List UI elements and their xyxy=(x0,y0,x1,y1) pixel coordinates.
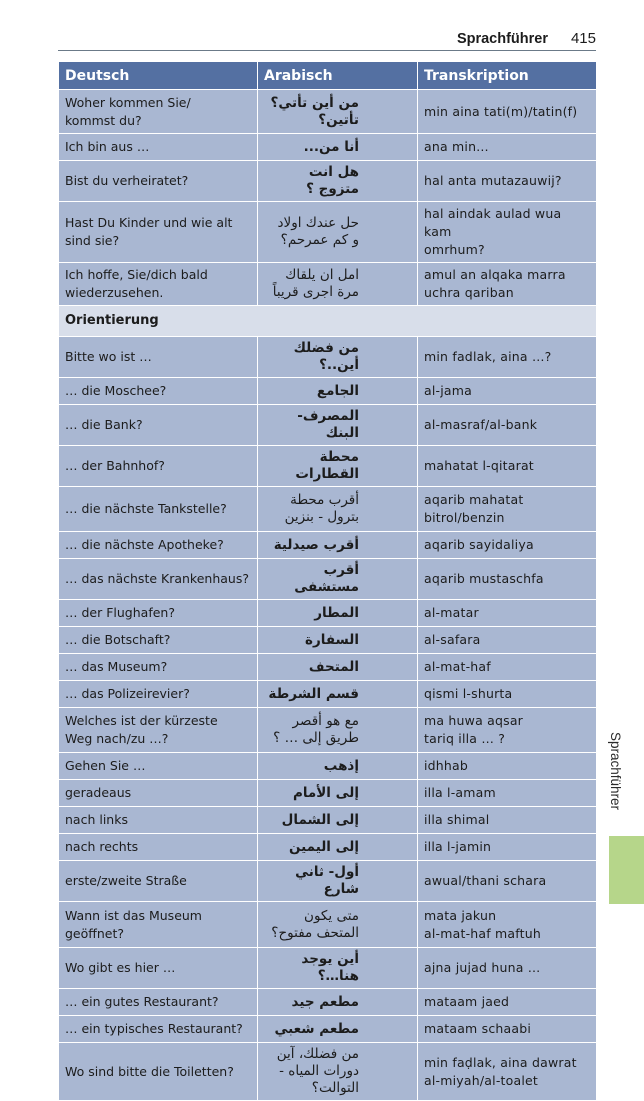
transcription: al-jama xyxy=(418,378,597,405)
table-row xyxy=(59,627,597,654)
transcription: mata jakun al-mat-haf maftuh xyxy=(418,902,597,948)
table-row xyxy=(59,708,597,753)
arabic-phrase: أقرب مستشفى xyxy=(258,559,418,600)
german-phrase: nach rechts xyxy=(59,834,258,861)
transcription: al-masraf/al-bank xyxy=(418,405,597,446)
german-phrase: … das nächste Krankenhaus? xyxy=(59,559,258,600)
arabic-phrase: قسم الشرطة xyxy=(258,681,418,708)
transcription: idhhab xyxy=(418,753,597,780)
table-row xyxy=(59,902,597,948)
arabic-phrase: الجامع xyxy=(258,378,418,405)
german-phrase: Hast Du Kinder und wie alt sind sie? xyxy=(59,202,258,263)
section-row xyxy=(59,306,597,337)
german-phrase: Bist du verheiratet? xyxy=(59,161,258,202)
arabic-phrase: مطعم جيد xyxy=(258,989,418,1016)
table-row xyxy=(59,753,597,780)
arabic-phrase: المصرف- البنك xyxy=(258,405,418,446)
arabic-phrase: إلى اليمين xyxy=(258,834,418,861)
section-heading: Orientierung xyxy=(59,306,597,337)
table-row xyxy=(59,161,597,202)
transcription: mahatat l-qitarat xyxy=(418,446,597,487)
arabic-phrase: إلى الأمام xyxy=(258,780,418,807)
arabic-phrase: أقرب صيدلية xyxy=(258,532,418,559)
transcription: illa l-amam xyxy=(418,780,597,807)
german-phrase: Woher kommen Sie/ kommst du? xyxy=(59,90,258,134)
table-row xyxy=(59,681,597,708)
transcription: min faḍlak, aina dawrat al-miyah/al-toalet xyxy=(418,1043,597,1101)
transcription: amul an alqaka marra uchra qariban xyxy=(418,263,597,306)
german-phrase: … die Botschaft? xyxy=(59,627,258,654)
arabic-phrase: مع هو أقصر طريق إلى … ؟ xyxy=(258,708,418,753)
german-phrase: … die nächste Tankstelle? xyxy=(59,487,258,532)
phrase-table xyxy=(58,61,597,1101)
table-row xyxy=(59,1043,597,1101)
table-row xyxy=(59,90,597,134)
arabic-phrase: أول- ثاني شارع xyxy=(258,861,418,902)
arabic-phrase: من فضلك أين..؟ xyxy=(258,337,418,378)
arabic-phrase: امل ان يلقاك مرة اجرى قريباً xyxy=(258,263,418,306)
arabic-phrase: متى يكون المتحف مفتوح؟ xyxy=(258,902,418,948)
side-tab-label: Sprachführer xyxy=(608,732,623,811)
arabic-phrase: أين يوجد هنا…؟ xyxy=(258,948,418,989)
transcription: ma huwa aqsar tariq illa … ? xyxy=(418,708,597,753)
table-row xyxy=(59,202,597,263)
arabic-phrase: السفارة xyxy=(258,627,418,654)
arabic-phrase: من فضلك، آين دورات المياه - التوالت؟ xyxy=(258,1043,418,1101)
german-phrase: nach links xyxy=(59,807,258,834)
arabic-phrase: إلى الشمال xyxy=(258,807,418,834)
arabic-phrase: أنا من... xyxy=(258,134,418,161)
german-phrase: … ein typisches Restaurant? xyxy=(59,1016,258,1043)
arabic-phrase: أقرب محطة بترول - بنزين xyxy=(258,487,418,532)
german-phrase: … das Museum? xyxy=(59,654,258,681)
arabic-phrase: المطار xyxy=(258,600,418,627)
arabic-phrase: محطة القطارات xyxy=(258,446,418,487)
german-phrase: Ich bin aus … xyxy=(59,134,258,161)
arabic-phrase: المتحف xyxy=(258,654,418,681)
german-phrase: Welches ist der kürzeste Weg nach/zu …? xyxy=(59,708,258,753)
arabic-phrase: مطعم شعبي xyxy=(258,1016,418,1043)
table-row xyxy=(59,948,597,989)
table-row xyxy=(59,780,597,807)
german-phrase: geradeaus xyxy=(59,780,258,807)
transcription: ajna jujad huna … xyxy=(418,948,597,989)
table-row xyxy=(59,134,597,161)
transcription: min aina tati(m)/tatin(f) xyxy=(418,90,597,134)
table-row xyxy=(59,834,597,861)
transcription: aqarib sayidaliya xyxy=(418,532,597,559)
german-phrase: Gehen Sie … xyxy=(59,753,258,780)
arabic-phrase: هل انت متزوج ؟ xyxy=(258,161,418,202)
page-header xyxy=(58,30,596,51)
transcription: min fadlak, aina …? xyxy=(418,337,597,378)
table-row xyxy=(59,263,597,306)
table-row xyxy=(59,807,597,834)
transcription: mataam jaed xyxy=(418,989,597,1016)
transcription: hal anta mutazauwij? xyxy=(418,161,597,202)
side-tab-marker xyxy=(609,836,644,904)
arabic-phrase: إذهب xyxy=(258,753,418,780)
transcription: qismi l-shurta xyxy=(418,681,597,708)
arabic-phrase: حل عندك اولاد و كم عمرحم؟ xyxy=(258,202,418,263)
german-phrase: … der Flughafen? xyxy=(59,600,258,627)
table-row xyxy=(59,446,597,487)
german-phrase: Bitte wo ist … xyxy=(59,337,258,378)
german-phrase: … die Bank? xyxy=(59,405,258,446)
transcription: aqarib mahatat bitrol/benzin xyxy=(418,487,597,532)
transcription: awual/thani schara xyxy=(418,861,597,902)
running-title: Sprachführer xyxy=(456,31,548,47)
transcription: illa shimal xyxy=(418,807,597,834)
table-row xyxy=(59,378,597,405)
table-row xyxy=(59,989,597,1016)
column-header-transkription: Transkription xyxy=(418,62,597,90)
transcription: al-matar xyxy=(418,600,597,627)
transcription: mataam schaabi xyxy=(418,1016,597,1043)
column-header-arabisch: Arabisch xyxy=(258,62,418,90)
table-row xyxy=(59,559,597,600)
german-phrase: … der Bahnhof? xyxy=(59,446,258,487)
table-row xyxy=(59,532,597,559)
table-row xyxy=(59,337,597,378)
german-phrase: Ich hoffe, Sie/dich bald wiederzusehen. xyxy=(59,263,258,306)
table-row xyxy=(59,861,597,902)
transcription: al-safara xyxy=(418,627,597,654)
table-row xyxy=(59,654,597,681)
german-phrase: … die Moschee? xyxy=(59,378,258,405)
transcription: illa l-jamin xyxy=(418,834,597,861)
table-header-row xyxy=(59,62,597,90)
table-row xyxy=(59,487,597,532)
page-number: 415 xyxy=(570,30,596,47)
transcription: hal aindak aulad wua kam omrhum? xyxy=(418,202,597,263)
transcription: al-mat-haf xyxy=(418,654,597,681)
arabic-phrase: من أين تأتي؟ تأتين؟ xyxy=(258,90,418,134)
column-header-deutsch: Deutsch xyxy=(59,62,258,90)
german-phrase: Wo gibt es hier … xyxy=(59,948,258,989)
german-phrase: erste/zweite Straße xyxy=(59,861,258,902)
transcription: aqarib mustaschfa xyxy=(418,559,597,600)
german-phrase: Wann ist das Museum geöffnet? xyxy=(59,902,258,948)
german-phrase: … ein gutes Restaurant? xyxy=(59,989,258,1016)
german-phrase: Wo sind bitte die Toiletten? xyxy=(59,1043,258,1101)
transcription: ana min… xyxy=(418,134,597,161)
german-phrase: … die nächste Apotheke? xyxy=(59,532,258,559)
german-phrase: … das Polizeirevier? xyxy=(59,681,258,708)
table-row xyxy=(59,405,597,446)
table-row xyxy=(59,600,597,627)
